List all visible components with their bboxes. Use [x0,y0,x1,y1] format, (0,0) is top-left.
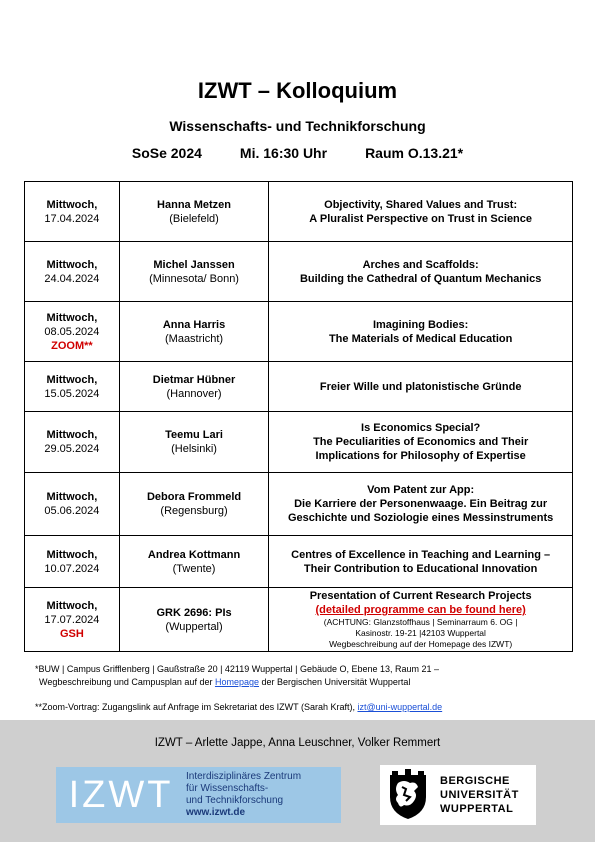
row-note-zoom: ZOOM** [51,339,93,352]
page-subtitle: Wissenschafts- und Technikforschung [169,118,426,134]
row-day: Mittwoch, [46,599,98,612]
speaker-affiliation: (Wuppertal) [165,620,223,633]
row-day: Mittwoch, [46,373,98,386]
speaker-affiliation: (Maastricht) [165,332,224,345]
talk-title-line: Presentation of Current Research Projects [309,590,532,602]
footnote-zoom: **Zoom-Vortrag: Zugangslink auf Anfrage im Sekretariat des IZWT (Sarah Kraft), izt@uni-wuppertal.de [35,702,443,712]
speaker-name: Dietmar Hübner [152,373,236,386]
footnote-line: Wegbeschreibung und Campusplan auf der Homepage der Bergischen Universität Wuppertal [39,677,411,687]
email-link[interactable]: izt@uni-wuppertal.de [357,702,443,712]
venue-note-line: Wegbeschreibung auf der Homepage des IZWT) [329,639,513,649]
izwt-logo-mark: IZWT [68,773,174,816]
footnote-location [35,663,565,689]
row-date: 29.05.2024 [44,443,100,455]
row-day: Mittwoch, [46,548,98,561]
buw-logo-text: BERGISCHE UNIVERSITÄT WUPPERTAL [440,775,519,815]
page-footer [0,720,595,842]
speaker-affiliation: (Minnesota/ Bonn) [149,272,239,285]
venue-note-line: (ACHTUNG: Glanzstoffhaus | Seminarraum 6. OG | [323,617,518,627]
footnote-line: *BUW | Campus Grifflenberg | Gaußstraße 20 | 42119 Wuppertal | Gebäude O, Ebene 13, Raum 21 – [35,664,440,674]
izwt-url: www.izwt.de [186,807,246,818]
row-date: 10.07.2024 [44,562,100,575]
row-day: Mittwoch, [46,258,98,271]
speaker-name: Teemu Lari [165,429,223,441]
row-day: Mittwoch, [46,491,98,503]
row-day: Mittwoch, [46,311,98,324]
talk-title-line: Objectivity, Shared Values and Trust: [324,198,518,211]
row-day: Mittwoch, [46,429,98,441]
talk-title-line: Vom Patent zur App: [367,484,475,496]
speaker-name: Anna Harris [162,318,226,331]
talk-title-line: A Pluralist Perspective on Trust in Science [309,212,533,225]
venue-note-line: Kasinostr. 19-21 |42103 Wuppertal [355,628,486,638]
table-row [25,473,573,536]
talk-title-line: Implications for Philosophy of Expertise [315,450,526,462]
izwt-logo-text: Interdisziplinäres Zentrum für Wissenschafts- und Technikforschung www.izwt.de [186,771,302,818]
talk-title-line: Arches and Scaffolds: [362,258,479,271]
table-row [25,588,573,652]
speaker-affiliation: (Hannover) [166,387,222,400]
table-row [25,302,573,362]
talk-title-line: Imagining Bodies: [372,318,469,331]
talk-title-line: Freier Wille und platonistische Gründe [319,380,522,393]
row-date: 24.04.2024 [44,272,100,285]
talk-title-line: The Peculiarities of Economics and Their [313,436,529,448]
row-day: Mittwoch, [46,198,98,211]
footer-authors: IZWT – Arlette Jappe, Anna Leuschner, Volker Remmert [154,737,441,749]
row-date: 08.05.2024 [44,325,100,338]
talk-title-line: Is Economics Special? [361,422,481,434]
speaker-name: Andrea Kottmann [147,548,241,561]
lion-crest-icon [384,769,432,821]
row-date: 17.04.2024 [44,212,100,225]
talk-title-line: Die Karriere der Personenwaage. Ein Beitrag zur [294,498,548,510]
speaker-name: Debora Frommeld [146,491,242,503]
row-date: 15.05.2024 [44,387,100,400]
time: Mi. 16:30 Uhr [239,145,328,161]
table-row [25,182,573,242]
speaker-affiliation: (Helsinki) [171,443,217,455]
speaker-affiliation: (Regensburg) [160,505,228,517]
table-row [25,242,573,302]
programme-link[interactable]: (detailed programme can be found here) [315,604,526,616]
page-title: IZWT – Kolloquium [197,78,398,103]
schedule-meta [0,145,595,161]
schedule-table [24,181,573,652]
row-note-gsh: GSH [59,627,84,640]
table-row [25,536,573,588]
speaker-affiliation: (Bielefeld) [169,212,219,225]
talk-title-line: The Materials of Medical Education [328,332,513,345]
izwt-logo [56,767,341,823]
table-row [25,362,573,412]
table-row [25,412,573,473]
speaker-name: GRK 2696: PIs [156,606,232,619]
row-date: 05.06.2024 [44,505,100,517]
speaker-name: Michel Janssen [153,258,235,271]
room: Raum O.13.21* [365,145,464,161]
semester: SoSe 2024 [131,145,202,161]
buw-logo [380,765,536,825]
talk-title-line: Their Contribution to Educational Innovation [303,562,538,575]
row-date: 17.07.2024 [44,613,100,626]
speaker-affiliation: (Twente) [172,562,216,575]
homepage-link[interactable]: Homepage [214,677,259,687]
speaker-name: Hanna Metzen [157,198,232,211]
talk-title-line: Centres of Excellence in Teaching and Learning – [291,548,551,561]
talk-title-line: Building the Cathedral of Quantum Mechanics [299,272,542,285]
talk-title-line: Geschichte und Soziologie eines Messinstruments [288,512,554,524]
